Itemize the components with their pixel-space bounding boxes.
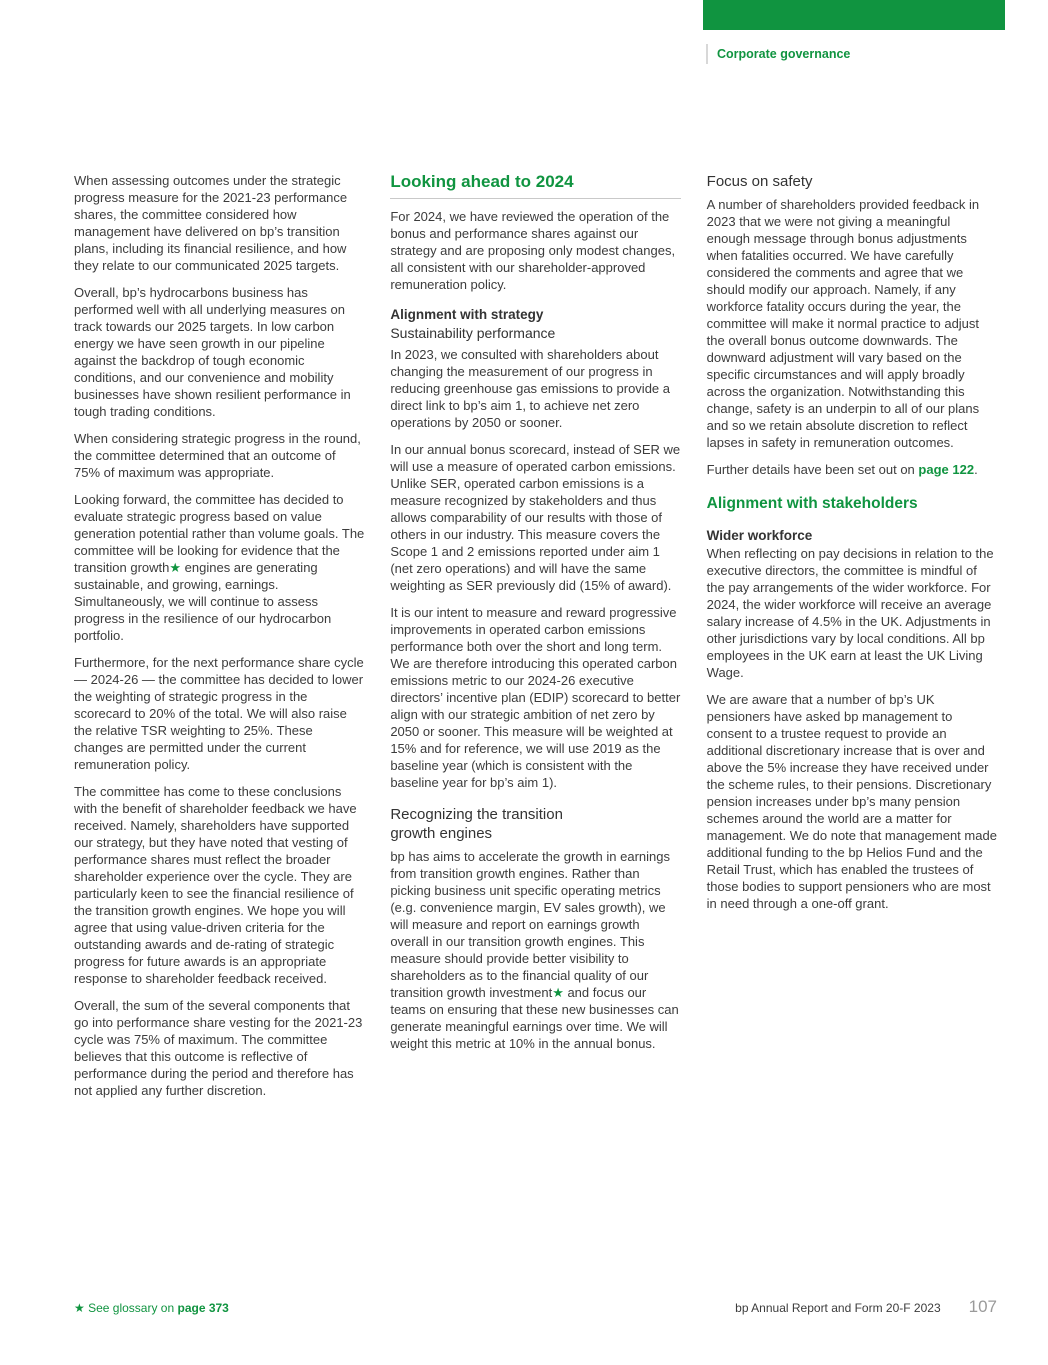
paragraph-text: and focus our teams on ensuring that these new businesses can generate meaningful earnings over time. We will weight this metric at 10% in the annual bonus. — [390, 985, 679, 1051]
paragraph: When considering strategic progress in the round, the committee determined that an outcome of 75% of maximum was appropriate. — [74, 431, 361, 480]
paragraph: When reflecting on pay decisions in relation to the executive directors, the committee is mindful of the pay arrangements of the wider workforce. For 2024, the wider workforce will receive an average salary increase of 4.5% in the UK. Adjustments in other jurisdictions vary by local conditions. All bp employees in the UK earn at least the UK Living Wage. — [706, 546, 994, 680]
column-2 — [390, 172, 680, 1109]
paragraph: Overall, bp’s hydrocarbons business has performed well with all underlying measures on track towards our 2025 targets. In low carbon energy we have seen growth in our pipeline against the backdrop of tough economic conditions, and our convenience and mobility businesses have shown resilient performance in tough trading conditions. — [74, 285, 351, 419]
paragraph: A number of shareholders provided feedback in 2023 that we were not giving a meaningful enough message through bonus adjustments when fatalities occurred. We have carefully considered the comments and agree that we should modify our approach. Namely, if any workforce fatality occurs during the year, the committee will make it normal practice to adjust the overall bonus outcome downwards. The downward adjustment will vary based on the specific circumstances and will apply broadly across the organization. Notwithstanding this change, safety is an underpin to all of our plans and so we retain absolute discretion to reflect lapses in safety in remuneration outcomes. — [706, 197, 980, 450]
paragraph-text: . — [974, 462, 978, 477]
heading-recognizing-transition-growth-engines — [390, 805, 680, 843]
page-number: 107 — [968, 1297, 997, 1316]
column-3 — [707, 172, 997, 1109]
section-title: Corporate governance — [717, 47, 851, 61]
paragraph-text: engines are generating sustainable, and growing, earnings. Simultaneously, we will continue to assess progress in the resilience of our hydrocarbon portfolio. — [74, 560, 332, 643]
paragraph: For 2024, we have reviewed the operation of the bonus and performance shares against our strategy and are proposing only modest changes, all consistent with our shareholder-approved remuneration policy. — [390, 209, 676, 292]
paragraph: In our annual bonus scorecard, instead of SER we will use a measure of operated carbon emissions. Unlike SER, operated carbon emissions is a measure recognized by stakeholders and thus allows comparability of our results with those of others in our industry. This measure covers the Scope 1 and 2 emissions reported under aim 1 (net zero operations) and will have the same weighting as SER previously did (15% of award). — [390, 442, 681, 593]
heading-alignment-with-strategy: Alignment with strategy — [390, 307, 544, 322]
paragraph: Furthermore, for the next performance share cycle — 2024-26 — the committee has decided to lower the weighting of strategic progress in the scorecard to 20% of the total. We will also raise the relative TSR weighting to 25%. These changes are permitted under the current remuneration policy. — [74, 655, 364, 772]
heading-wider-workforce: Wider workforce — [706, 528, 813, 543]
content-columns — [74, 172, 997, 1109]
heading-sustainability-performance: Sustainability performance — [390, 325, 556, 341]
section-header — [706, 44, 850, 64]
heading-line: Recognizing the transition — [390, 806, 563, 823]
column-1 — [74, 172, 364, 1109]
heading-looking-ahead-2024: Looking ahead to 2024 — [390, 172, 680, 199]
glossary-star-icon: ★ — [552, 985, 564, 1000]
glossary-text: See glossary on — [84, 1301, 178, 1315]
paragraph-text: Further details have been set out on — [706, 462, 919, 477]
paragraph — [390, 848, 680, 1052]
paragraph: Overall, the sum of the several components that go into performance share vesting for the 2021-23 cycle was 75% of maximum. The committee believes that this outcome is reflective of performance during the period and therefore has not applied any further discretion. — [74, 998, 363, 1098]
paragraph: The committee has come to these conclusions with the benefit of shareholder feedback we have received. Namely, shareholders have supported our strategy, but they have noted that vesting of performance shares must reflect the broader shareholder experience over the cycle. They are particularly keen to see the financial resilience of the transition growth engines. We hope you will agree that using value-driven criteria for the outstanding awards and de-rating of strategic progress for future awards is an appropriate response to shareholder feedback received. — [74, 784, 357, 986]
page-122-link[interactable]: page 122 — [918, 462, 975, 477]
paragraph-text: bp has aims to accelerate the growth in earnings from transition growth engines. Rather than picking business unit specific operating metrics (e.g. convenience margin, EV sales growth), we will measure and report on earnings growth overall in our transition growth engines. This measure should provide better visibility to shareholders as to the financial quality of our transition growth investment — [390, 849, 670, 1000]
paragraph — [707, 461, 997, 478]
paragraph — [74, 491, 364, 644]
header-green-bar — [703, 0, 1005, 30]
page-footer — [74, 1297, 997, 1317]
heading-alignment-with-stakeholders: Alignment with stakeholders — [706, 495, 918, 512]
report-title: bp Annual Report and Form 20-F 2023 — [735, 1301, 941, 1315]
paragraph: In 2023, we consulted with shareholders about changing the measurement of our progress in reducing greenhouse gas emissions to provide a direct link to bp’s aim 1, to achieve net zero operations by 2050 or sooner. — [390, 347, 670, 430]
glossary-note — [74, 1300, 229, 1316]
glossary-star-icon: ★ — [169, 560, 182, 575]
footer-right — [735, 1297, 997, 1317]
paragraph: It is our intent to measure and reward progressive improvements in operated carbon emissions performance both over the short and long term. We are therefore introducing this operated carbon emissions metric to our 2024-26 executive directors’ incentive plan (EDIP) scorecard to better align with our strategic ambition of net zero by 2050 or sooner. This measure will be weighted at 15% and for reference, we will use 2019 as the baseline year (which is consistent with the baseline year for bp’s aim 1). — [390, 605, 681, 790]
page-373-link[interactable]: page 373 — [177, 1301, 229, 1315]
paragraph-text: Looking forward, the committee has decided to evaluate strategic progress based on value generation potential rather than volume goals. The committee will be looking for evidence that the transition growth — [74, 492, 365, 575]
paragraph: We are aware that a number of bp’s UK pensioners have asked bp management to consent to a trustee request to provide an additional discretionary increase that is over and above the 5% increase they have received under the scheme rules, to their pensions. Discretionary pension increases under bp’s many pension schemes around the world are a matter for management. We do note that management made additional funding to the bp Helios Fund and the Retail Trust, which has enabled the trustees of those bodies to support pensioners who are most in need through a one-off grant. — [706, 692, 997, 911]
heading-focus-on-safety: Focus on safety — [706, 173, 813, 190]
heading-line: growth engines — [390, 825, 493, 842]
glossary-star-icon: ★ — [74, 1301, 85, 1315]
paragraph: When assessing outcomes under the strategic progress measure for the 2021-23 performance shares, the committee considered how management have delivered on bp’s transition plans, including its financial resilience, and how they relate to our communicated 2025 targets. — [74, 173, 348, 273]
